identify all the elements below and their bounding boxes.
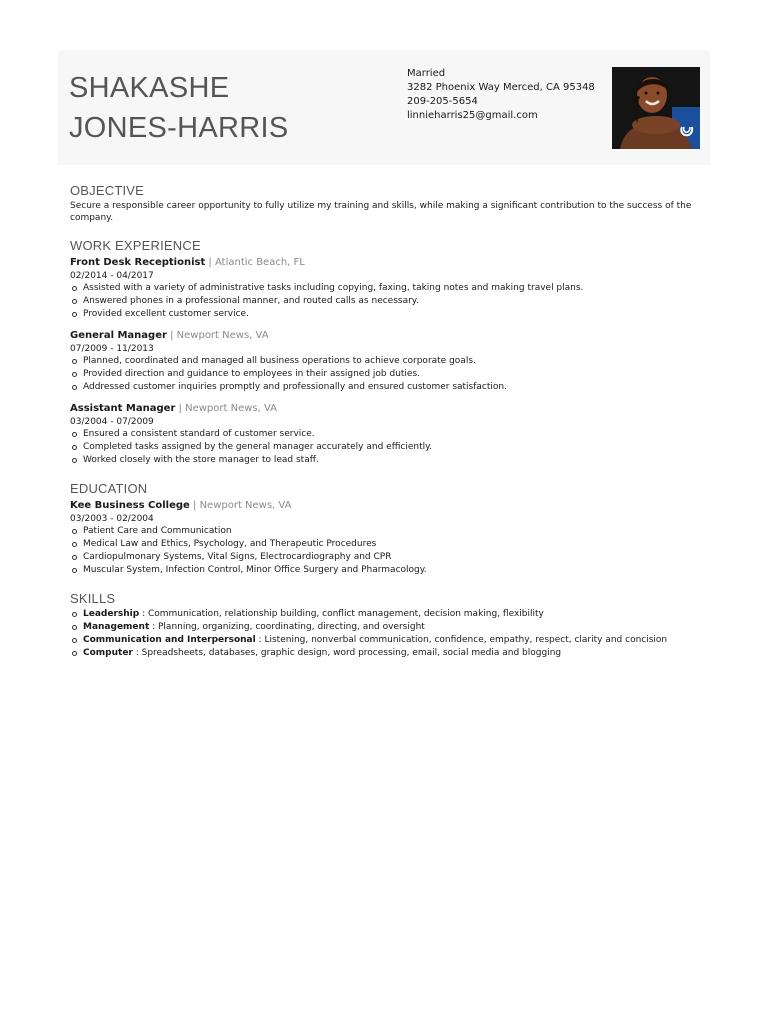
bullet-icon xyxy=(72,555,77,560)
school-name: Kee Business College xyxy=(70,500,190,511)
bullet-icon xyxy=(72,458,77,463)
job-duties xyxy=(70,428,700,467)
job-title: Front Desk Receptionist xyxy=(70,257,206,268)
duty-text: Addressed customer inquiries promptly and professionally and ensured customer satisfaction. xyxy=(83,382,507,392)
contact-block xyxy=(407,67,595,123)
work-experience-section xyxy=(70,238,700,467)
job-title: Assistant Manager xyxy=(70,403,176,414)
list-item xyxy=(70,525,700,538)
job-heading xyxy=(70,328,700,343)
course-text: Muscular System, Infection Control, Minor Office Surgery and Pharmacology. xyxy=(83,565,427,575)
job-entry xyxy=(70,328,700,394)
job-separator: | xyxy=(205,257,215,268)
duty-text: Worked closely with the store manager to lead staff. xyxy=(83,455,319,465)
portrait-photo xyxy=(612,67,700,149)
list-item xyxy=(70,454,700,467)
education-title: EDUCATION xyxy=(70,481,148,496)
bullet-icon xyxy=(72,372,77,377)
job-duties xyxy=(70,355,700,394)
duty-text: Answered phones in a professional manner, and routed calls as necessary. xyxy=(83,296,419,306)
list-item xyxy=(70,282,700,295)
skills-title: SKILLS xyxy=(70,591,116,606)
bullet-icon xyxy=(72,312,77,317)
skill-details: : Listening, nonverbal communication, confidence, empathy, respect, clarity and concision xyxy=(255,635,668,645)
duty-text: Planned, coordinated and managed all business operations to achieve corporate goals. xyxy=(83,356,476,366)
list-item xyxy=(70,441,700,454)
work-experience-title: WORK EXPERIENCE xyxy=(70,238,201,253)
job-duties xyxy=(70,282,700,321)
job-dates: 03/2004 - 07/2009 xyxy=(70,417,154,427)
school-dates: 03/2003 - 02/2004 xyxy=(70,514,154,524)
course-list xyxy=(70,525,700,577)
bullet-icon xyxy=(72,359,77,364)
skill-category: Management xyxy=(83,622,150,632)
school-separator: | xyxy=(189,500,200,511)
course-text: Patient Care and Communication xyxy=(83,526,232,536)
list-item xyxy=(70,368,700,381)
job-heading xyxy=(70,401,700,416)
list-item xyxy=(70,564,700,577)
list-item xyxy=(70,428,700,441)
job-dates: 07/2009 - 11/2013 xyxy=(70,344,154,354)
job-location: Newport News, VA xyxy=(176,330,269,341)
list-item xyxy=(70,647,700,660)
job-location: Newport News, VA xyxy=(185,403,278,414)
list-item xyxy=(70,308,700,321)
list-item xyxy=(70,608,700,621)
skills-list xyxy=(70,608,700,660)
job-separator: | xyxy=(175,403,186,414)
bullet-icon xyxy=(72,286,77,291)
bullet-icon xyxy=(72,385,77,390)
name-last: JONES-HARRIS xyxy=(69,112,289,144)
school-location: Newport News, VA xyxy=(199,500,292,511)
resume-body xyxy=(70,183,700,670)
job-entry xyxy=(70,255,700,321)
bullet-icon xyxy=(72,651,77,656)
school-heading xyxy=(70,498,700,513)
skill-details: : Communication, relationship building, conflict management, decision making, flexibility xyxy=(139,609,544,619)
list-item xyxy=(70,551,700,564)
address: 3282 Phoenix Way Merced, CA 95348 xyxy=(407,82,595,93)
objective-text: Secure a responsible career opportunity to fully utilize my training and skills, while making a significant contribution to the success of the company. xyxy=(70,201,692,223)
skill-category: Communication and Interpersonal xyxy=(83,635,256,645)
phone: 209-205-5654 xyxy=(407,96,478,107)
bullet-icon xyxy=(72,299,77,304)
list-item xyxy=(70,621,700,634)
skills-section xyxy=(70,591,700,660)
skill-category: Computer xyxy=(83,648,133,658)
bullet-icon xyxy=(72,612,77,617)
job-separator: | xyxy=(166,330,177,341)
course-text: Cardiopulmonary Systems, Vital Signs, Electrocardiography and CPR xyxy=(83,552,392,562)
bullet-icon xyxy=(72,625,77,630)
list-item xyxy=(70,634,700,647)
job-entry xyxy=(70,401,700,467)
job-dates: 02/2014 - 04/2017 xyxy=(70,271,154,281)
duty-text: Ensured a consistent standard of customer service. xyxy=(83,429,315,439)
name-first: SHAKASHE xyxy=(69,72,230,104)
list-item xyxy=(70,295,700,308)
marital-status: Married xyxy=(407,68,446,79)
objective-title: OBJECTIVE xyxy=(70,183,145,198)
list-item xyxy=(70,355,700,368)
duty-text: Assisted with a variety of administrative tasks including copying, faxing, taking notes and making travel plans. xyxy=(83,283,584,293)
duty-text: Provided excellent customer service. xyxy=(83,309,249,319)
list-item xyxy=(70,381,700,394)
skill-details: : Spreadsheets, databases, graphic design, word processing, email, social media and blogging xyxy=(132,648,562,658)
skill-category: Leadership xyxy=(83,609,140,619)
portrait-icon xyxy=(612,67,700,149)
duty-text: Provided direction and guidance to employees in their assigned job duties. xyxy=(83,369,421,379)
email[interactable]: linnieharris25@gmail.com xyxy=(407,110,538,121)
bullet-icon xyxy=(72,542,77,547)
bullet-icon xyxy=(72,638,77,643)
job-title: General Manager xyxy=(70,330,167,341)
objective-section xyxy=(70,183,700,224)
job-heading xyxy=(70,255,700,270)
resume-header xyxy=(58,50,710,165)
bullet-icon xyxy=(72,529,77,534)
education-section xyxy=(70,481,700,577)
duty-text: Completed tasks assigned by the general manager accurately and efficiently. xyxy=(83,442,433,452)
candidate-name xyxy=(69,68,289,148)
bullet-icon xyxy=(72,568,77,573)
list-item xyxy=(70,538,700,551)
bullet-icon xyxy=(72,445,77,450)
bullet-icon xyxy=(72,432,77,437)
skill-details: : Planning, organizing, coordinating, directing, and oversight xyxy=(149,622,425,632)
job-location: Atlantic Beach, FL xyxy=(214,257,305,268)
course-text: Medical Law and Ethics, Psychology, and Therapeutic Procedures xyxy=(83,539,377,549)
